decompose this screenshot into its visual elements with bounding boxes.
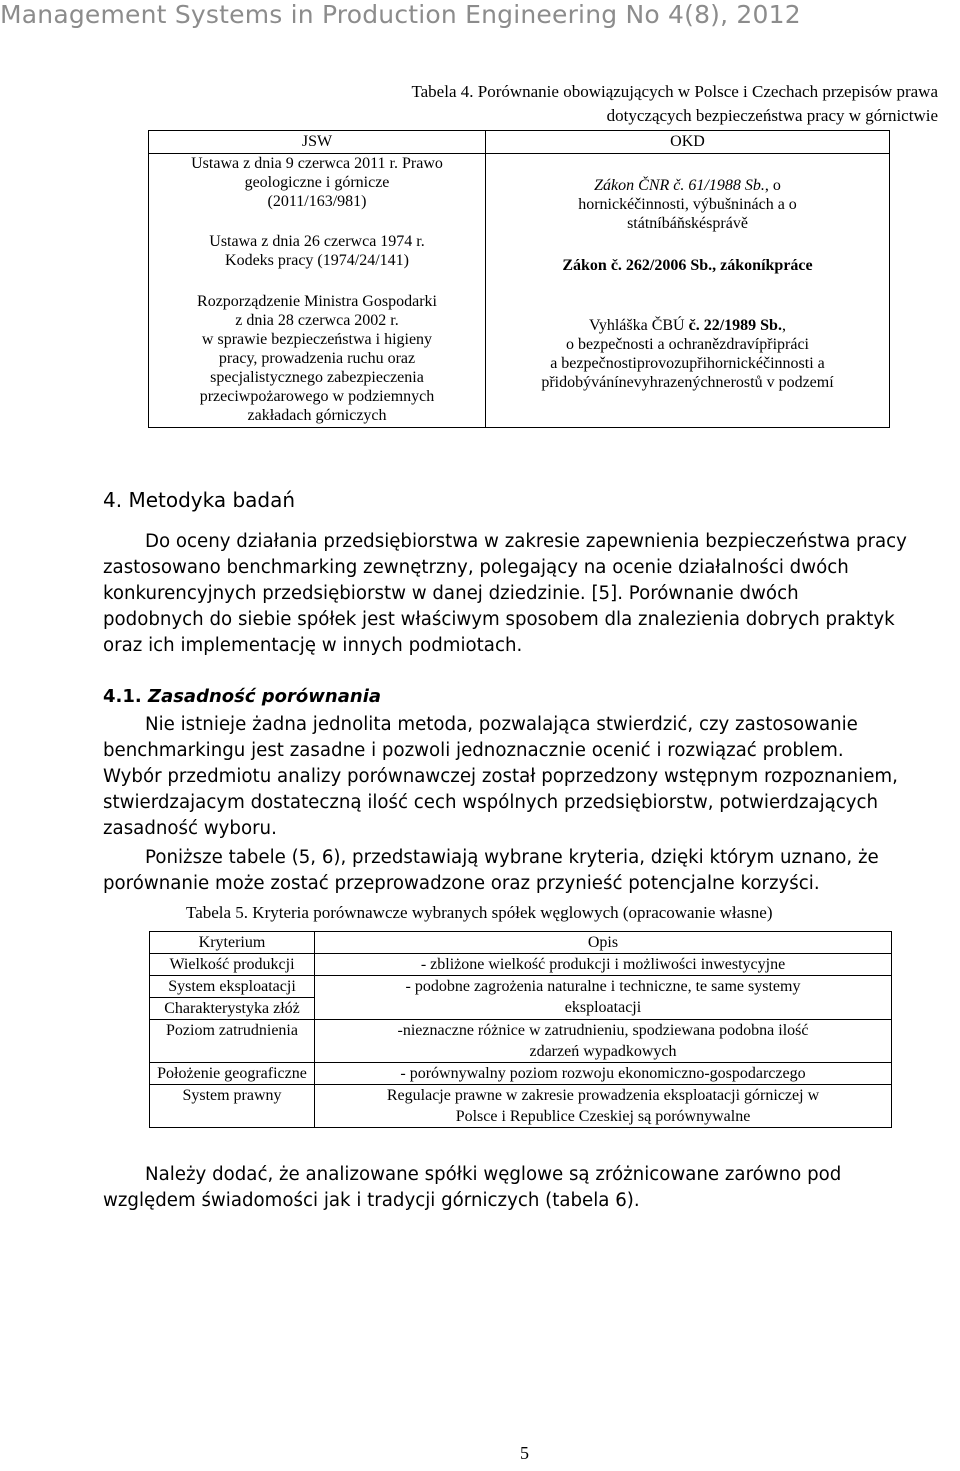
paragraph — [103, 529, 909, 659]
text-line: System eksploatacji — [150, 976, 314, 998]
kryterium-cell — [150, 1020, 315, 1063]
caption-line: dotyczących bezpieczeństwa pracy w górnictwie — [606, 106, 938, 125]
table-row — [150, 954, 892, 976]
text-line — [492, 176, 883, 195]
kryterium-cell — [150, 1063, 315, 1085]
text-fragment: Do oceny działania przedsiębiorstwa w zakresie zapewnienia bezpieczeństwa pracy — [145, 531, 907, 552]
table-row — [150, 976, 892, 1020]
text-line: Charakterystyka złóż — [164, 1000, 300, 1017]
text-line: - podobne zagrożenia naturalne i techniczne, te same systemy — [405, 978, 801, 995]
text-fragment: Nie istnieje żadna jednolita metoda, pozwalająca stwierdzić, czy zastosowanie — [145, 714, 858, 735]
header-jsw: JSW — [149, 131, 486, 154]
text-line: státníbáňskésprávě — [627, 215, 748, 232]
table-row — [150, 1020, 892, 1063]
section-heading: 4. Metodyka badań — [103, 488, 296, 512]
okd-law-1 — [492, 176, 883, 233]
opis-cell — [315, 1063, 892, 1085]
text-line: System prawny — [182, 1087, 282, 1104]
text-line: zdarzeń wypadkowych — [529, 1043, 677, 1060]
table4-caption — [218, 80, 938, 128]
text-line: zastosowano benchmarking zewnętrzny, polegający na ocenie działalności dwóch — [103, 557, 849, 578]
table5 — [149, 931, 892, 1128]
paragraph — [103, 712, 909, 842]
table-header-row — [149, 131, 890, 154]
text-line: przeciwpożarowego w podziemnych — [199, 388, 435, 405]
text-line: specjalistycznego zabezpieczenia — [210, 369, 424, 386]
text-line — [103, 529, 909, 555]
header-okd: OKD — [486, 131, 890, 154]
okd-law-3 — [492, 316, 883, 392]
text-line: podobnych do siebie spółek jest właściwym sposobem dla znalezienia dobrych praktyk — [103, 609, 895, 630]
opis-cell — [315, 1085, 892, 1128]
law-title: Zákon ČNR č. 61/1988 Sb. — [594, 177, 765, 194]
table5-caption: Tabela 5. Kryteria porównawcze wybranych spółek węglowych (opracowanie własne) — [186, 903, 773, 922]
header-opis: Opis — [315, 932, 892, 954]
jsw-law-2 — [155, 232, 479, 270]
table-row — [150, 1063, 892, 1085]
text-line: konkurencyjnych przedsiębiorstw w danej dziedzinie. [5]. Porównanie dwóch — [103, 583, 799, 604]
jsw-laws — [149, 154, 486, 428]
text-fragment: Poniższe tabele (5, 6), przedstawiają wybrane kryteria, dzięki którym uznano, że — [145, 847, 879, 868]
text-line: z dnia 28 czerwca 2002 r. — [235, 312, 399, 329]
opis-cell — [315, 1020, 892, 1063]
journal-header: Management Systems in Production Engineering No 4(8), 2012 — [0, 0, 801, 29]
table-row — [150, 1085, 892, 1128]
text-line: o bezpečnosti a ochranězdravípřipráci — [566, 336, 809, 353]
text-line: stwierdzajacym dostateczną ilość cech wspólnych przedsiębiorstw, potwierdzających — [103, 792, 879, 813]
table-header-row — [150, 932, 892, 954]
text-line: oraz ich implementację w innych podmiotach. — [103, 635, 523, 656]
kryterium-cell — [150, 1085, 315, 1128]
text-line: w sprawie bezpieczeństwa i higieny — [201, 331, 433, 348]
paragraph — [103, 1162, 909, 1214]
text-line: Kodeks pracy (1974/24/141) — [225, 252, 409, 269]
text-fragment: Należy dodać, że analizowane spółki węglowe są zróżnicowane zarówno pod — [145, 1164, 842, 1185]
jsw-law-1 — [155, 154, 479, 211]
text-line: względem świadomości jak i tradycji górniczych (tabela 6). — [103, 1190, 640, 1211]
text-line: hornickéčinnosti, výbušninách a o — [578, 196, 797, 213]
text-line — [103, 712, 909, 738]
text-line: (2011/163/981) — [267, 193, 367, 210]
text-line: Ustawa z dnia 26 czerwca 1974 r. — [209, 233, 425, 250]
text-line: a bezpečnostiprovozupřihornickéčinnosti a — [550, 355, 825, 372]
text-line: geologiczne i górnicze — [244, 174, 390, 191]
subsection-title: Zasadność porównania — [148, 686, 382, 707]
text-line — [103, 845, 909, 871]
text-line: porównanie może zostać przeprowadzone oraz przynieść potencjalne korzyści. — [103, 873, 820, 894]
okd-laws — [486, 154, 890, 428]
text-line: Wielkość produkcji — [169, 956, 295, 973]
text-line: benchmarkingu jest zasadne i pozwoli jednoznacznie ocenić i rozwiązać problem. — [103, 740, 844, 761]
subsection-heading — [103, 686, 381, 707]
text-line: eksploatacji — [564, 999, 642, 1016]
opis-cell — [315, 976, 892, 1020]
text-line: -nieznaczne różnice w zatrudnieniu, spodziewana podobna ilość — [397, 1022, 809, 1039]
text-line: zakładach górniczych — [247, 407, 387, 424]
table4 — [148, 130, 890, 428]
text-line: přidobývánínevyhrazenýchnerostů v podzemí — [541, 374, 834, 391]
text-fragment: , — [781, 317, 786, 334]
text-line: Ustawa z dnia 9 czerwca 2011 r. Prawo — [191, 155, 443, 172]
text-line: Wybór przedmiotu analizy porównawczej został poprzedzony wstępnym rozpoznaniem, — [103, 766, 898, 787]
text-line: Polsce i Republice Czeskiej są porównywalne — [455, 1108, 751, 1125]
text-line — [103, 1162, 909, 1188]
text-line: Regulacje prawne w zakresie prowadzenia eksploatacji górniczej w — [386, 1087, 820, 1104]
okd-law-2: Zákon č. 262/2006 Sb., zákoníkpráce — [562, 257, 813, 274]
text-line: Rozporządzenie Ministra Gospodarki — [197, 293, 437, 310]
text-line: pracy, prowadzenia ruchu oraz — [218, 350, 416, 367]
table-row — [149, 154, 890, 428]
paragraph — [103, 845, 909, 897]
law-title: č. 22/1989 Sb. — [688, 317, 782, 334]
jsw-law-3 — [155, 292, 479, 425]
header-kryterium: Kryterium — [150, 932, 315, 954]
text-line: - zbliżone wielkość produkcji i możliwości inwestycyjne — [420, 956, 786, 973]
text-line — [492, 316, 883, 335]
page-number: 5 — [520, 1443, 529, 1463]
caption-line: Tabela 4. Porównanie obowiązujących w Polsce i Czechach przepisów prawa — [411, 82, 938, 101]
text-line: zasadność wyboru. — [103, 818, 277, 839]
text-fragment: Vyhláška ČBÚ — [589, 317, 689, 334]
kryterium-cell — [150, 954, 315, 976]
text-line: Położenie geograficzne — [157, 1065, 307, 1082]
opis-cell — [315, 954, 892, 976]
subsection-number: 4.1. — [103, 686, 142, 707]
kryterium-cell — [150, 976, 315, 1020]
text-line: - porównywalny poziom rozwoju ekonomiczno-gospodarczego — [400, 1065, 806, 1082]
text-line: Poziom zatrudnienia — [166, 1022, 298, 1039]
text-fragment: , o — [764, 177, 781, 194]
